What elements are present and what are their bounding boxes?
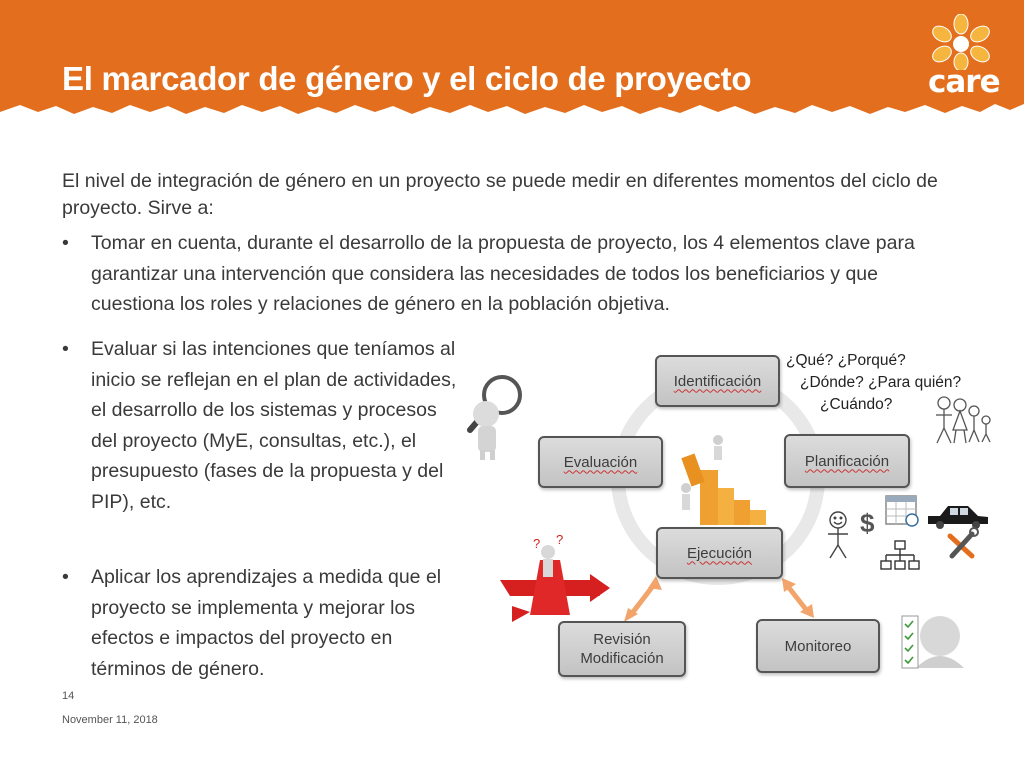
stage-label: Evaluación xyxy=(563,453,638,471)
dollar-icon: $ xyxy=(860,508,875,538)
smiley-person-icon xyxy=(828,512,848,558)
intro-paragraph: El nivel de integración de género en un proyecto se puede medir en diferentes momentos del ciclo de proyecto. Sirve a: xyxy=(62,170,938,219)
svg-text:?: ? xyxy=(556,532,564,547)
care-logo-text: care xyxy=(928,64,1000,100)
bullet-text: Evaluar si las intenciones que teníamos al inicio se reflejan en el plan de actividades, el desarrollo de los sistemas y procesos del proyecto (MyE, consultas, etc.), el presupuesto (fases de la propuesta y del PIP), etc. xyxy=(91,338,457,513)
family-stick-figures-icon xyxy=(936,397,990,443)
stage-label: Ejecución xyxy=(686,544,753,562)
question-line: ¿Qué? ¿Porqué? xyxy=(786,352,906,369)
stage-identificacion xyxy=(655,355,780,407)
bullet-item xyxy=(62,334,462,517)
question-line: ¿Cuándo? xyxy=(820,396,893,413)
stage-label: Revisión xyxy=(593,631,651,648)
bullet-item xyxy=(62,228,962,320)
double-arrow xyxy=(624,576,662,622)
care-sunburst-icon xyxy=(928,14,994,70)
care-logo xyxy=(928,14,1000,102)
tools-icon xyxy=(950,528,978,556)
stage-label: Planificación xyxy=(804,452,890,470)
bullet-symbol: • xyxy=(62,566,69,588)
stage-ejecucion xyxy=(656,527,783,579)
stage-monitoreo xyxy=(756,619,880,673)
calendar-clock-icon xyxy=(886,496,918,526)
org-chart-icon xyxy=(881,541,919,569)
bullet-text: Aplicar los aprendizajes a medida que el proyecto se implementa y mejorar los efectos e impactos del proyecto en términos de género. xyxy=(91,566,442,680)
header-band xyxy=(0,0,1024,122)
bullet-text: Tomar en cuenta, durante el desarrollo de la propuesta de proyecto, los 4 elementos clave para garantizar una intervención que considera las necesidades de todos los beneficiarios y que cuestiona los roles y relaciones de género en la población objetiva. xyxy=(91,232,915,315)
stage-revision xyxy=(558,621,686,677)
slide-date: November 11, 2018 xyxy=(62,714,158,726)
crossroads-confused-person-icon xyxy=(500,532,610,622)
stage-label: Identificación xyxy=(673,372,762,390)
stage-label: Monitoreo xyxy=(784,637,852,655)
svg-text:?: ? xyxy=(533,536,541,551)
stage-planificacion xyxy=(784,434,910,488)
stage-evaluacion xyxy=(538,436,663,488)
bullet-item xyxy=(62,562,452,684)
bullet-symbol: • xyxy=(62,338,69,360)
slide-number: 14 xyxy=(62,690,75,702)
question-line: ¿Dónde? ¿Para quién? xyxy=(800,374,962,391)
double-arrow xyxy=(782,578,814,618)
magnifier-person-icon xyxy=(470,377,520,460)
slide-title: El marcador de género y el ciclo de proyecto xyxy=(62,60,752,97)
checklist-person-icon xyxy=(902,616,964,668)
bullet-symbol: • xyxy=(62,232,69,254)
stage-label: Modificación xyxy=(580,650,664,667)
car-icon xyxy=(928,506,988,529)
stairs-climber-icon xyxy=(681,435,766,525)
